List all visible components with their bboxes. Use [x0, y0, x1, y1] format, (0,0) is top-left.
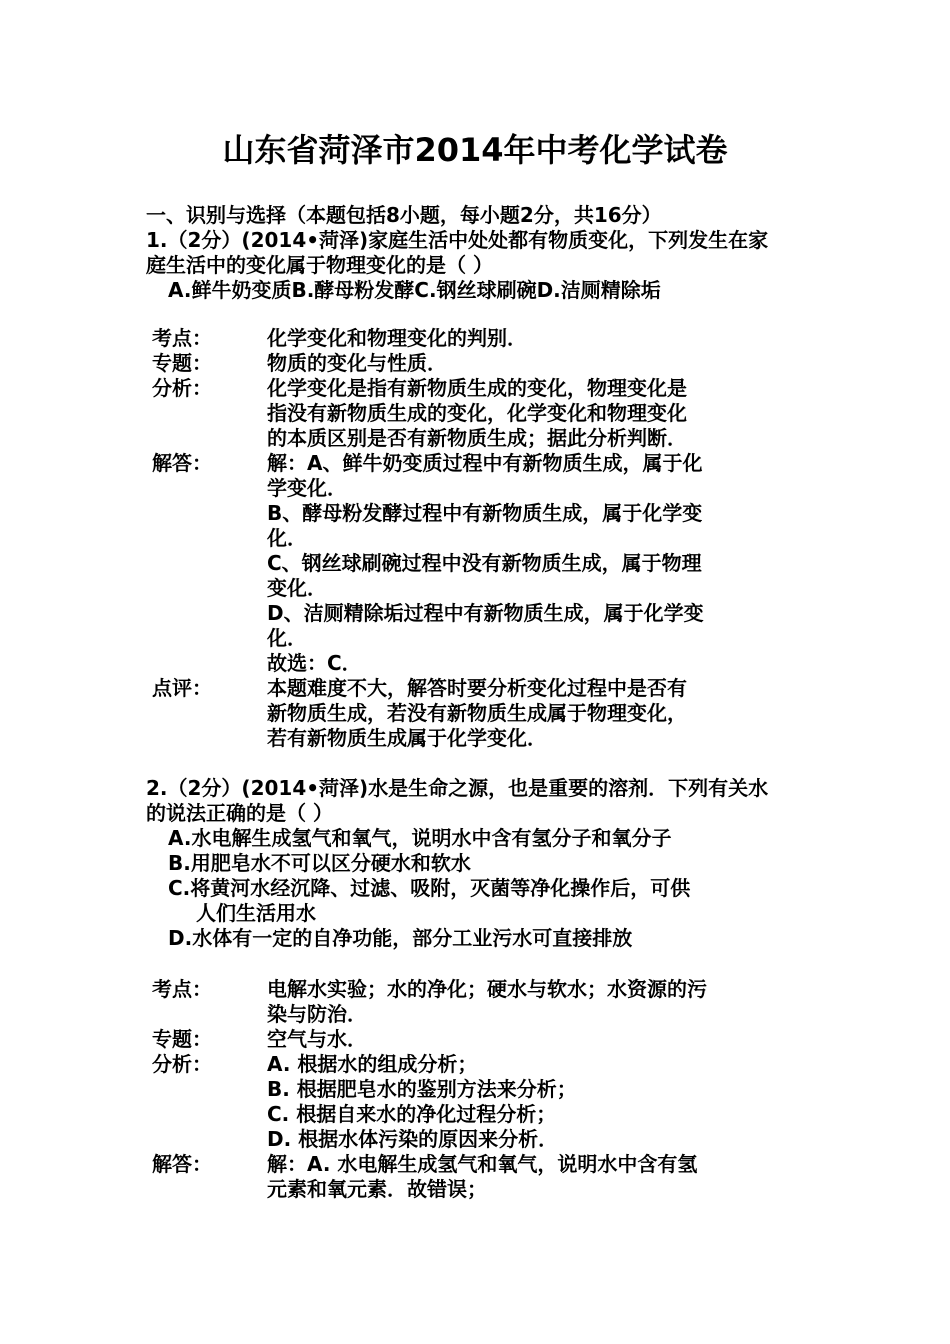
q1-jieda-line-1: 解：A、鲜牛奶变质过程中有新物质生成，属于化	[267, 451, 703, 475]
section-heading: 一、识别与选择（本题包括8小题，每小题2分，共16分）	[146, 203, 662, 227]
q2-jieda-label: 解答：	[152, 1152, 212, 1176]
q1-zhuanti: 物质的变化与性质．	[267, 351, 447, 375]
q1-jieda-line-5: C、钢丝球刷碗过程中没有新物质生成，属于物理	[267, 551, 702, 575]
q1-dianping-line-1: 本题难度不大，解答时要分析变化过程中是否有	[267, 676, 687, 700]
q2-fenxi-label: 分析：	[152, 1052, 212, 1076]
q1-dianping-line-2: 新物质生成，若没有新物质生成属于物理变化，	[267, 701, 687, 725]
q1-jieda-line-6: 变化．	[267, 576, 327, 600]
q2-kaodian-line-2: 染与防治．	[267, 1002, 367, 1026]
q1-jieda-line-4: 化．	[267, 526, 307, 550]
q1-fenxi-line-3: 的本质区别是否有新物质生成；据此分析判断．	[267, 426, 687, 450]
q1-jieda-line-3: B、酵母粉发酵过程中有新物质生成，属于化学变	[267, 501, 703, 525]
q2-kaodian-line-1: 电解水实验；水的净化；硬水与软水；水资源的污	[267, 977, 707, 1001]
q2-stem-line-1: 2.（2分）(2014•菏泽)水是生命之源，也是重要的溶剂．下列有关水	[146, 776, 769, 800]
q2-option-c-cont: 人们生活用水	[196, 901, 316, 925]
q2-kaodian-label: 考点：	[152, 977, 212, 1001]
q2-fenxi-line-3: C. 根据自来水的净化过程分析；	[267, 1102, 557, 1126]
q2-option-b: B.用肥皂水不可以区分硬水和软水	[168, 851, 471, 875]
q2-fenxi-line-2: B. 根据肥皂水的鉴别方法来分析；	[267, 1077, 577, 1101]
q1-fenxi-line-2: 指没有新物质生成的变化，化学变化和物理变化	[267, 401, 687, 425]
q2-stem-line-2: 的说法正确的是（ ）	[146, 801, 333, 825]
q1-dianping-line-3: 若有新物质生成属于化学变化．	[267, 726, 547, 750]
q2-option-c: C.将黄河水经沉降、过滤、吸附，灭菌等净化操作后，可供	[168, 876, 691, 900]
q1-jieda-line-7: D、洁厕精除垢过程中有新物质生成，属于化学变	[267, 601, 704, 625]
page-title: 山东省菏泽市2014年中考化学试卷	[222, 131, 728, 169]
q1-stem-line-2: 庭生活中的变化属于物理变化的是（ ）	[146, 253, 493, 277]
q1-fenxi-label: 分析：	[152, 376, 212, 400]
q2-option-d: D.水体有一定的自净功能，部分工业污水可直接排放	[168, 926, 633, 950]
q2-zhuanti: 空气与水．	[267, 1027, 367, 1051]
q1-stem-line-1: 1.（2分）(2014•菏泽)家庭生活中处处都有物质变化，下列发生在家	[146, 228, 769, 252]
q2-zhuanti-label: 专题：	[152, 1027, 212, 1051]
q1-options: A.鲜牛奶变质B.酵母粉发酵C.钢丝球刷碗D.洁厕精除垢	[168, 278, 661, 302]
q1-fenxi-line-1: 化学变化是指有新物质生成的变化，物理变化是	[267, 376, 687, 400]
q2-jieda-line-1: 解：A. 水电解生成氢气和氧气，说明水中含有氢	[267, 1152, 698, 1176]
q1-dianping-label: 点评：	[152, 676, 212, 700]
q1-jieda-line-9: 故选：C．	[267, 651, 362, 675]
q2-fenxi-line-4: D. 根据水体污染的原因来分析．	[267, 1127, 559, 1151]
q1-kaodian: 化学变化和物理变化的判别．	[267, 326, 527, 350]
q2-option-a: A.水电解生成氢气和氧气，说明水中含有氢分子和氧分子	[168, 826, 672, 850]
q1-jieda-line-2: 学变化．	[267, 476, 347, 500]
q2-fenxi-line-1: A. 根据水的组成分析；	[267, 1052, 478, 1076]
q1-kaodian-label: 考点：	[152, 326, 212, 350]
q1-jieda-line-8: 化．	[267, 626, 307, 650]
q2-jieda-line-2: 元素和氧元素．故错误；	[267, 1177, 487, 1201]
q1-jieda-label: 解答：	[152, 451, 212, 475]
q1-zhuanti-label: 专题：	[152, 351, 212, 375]
